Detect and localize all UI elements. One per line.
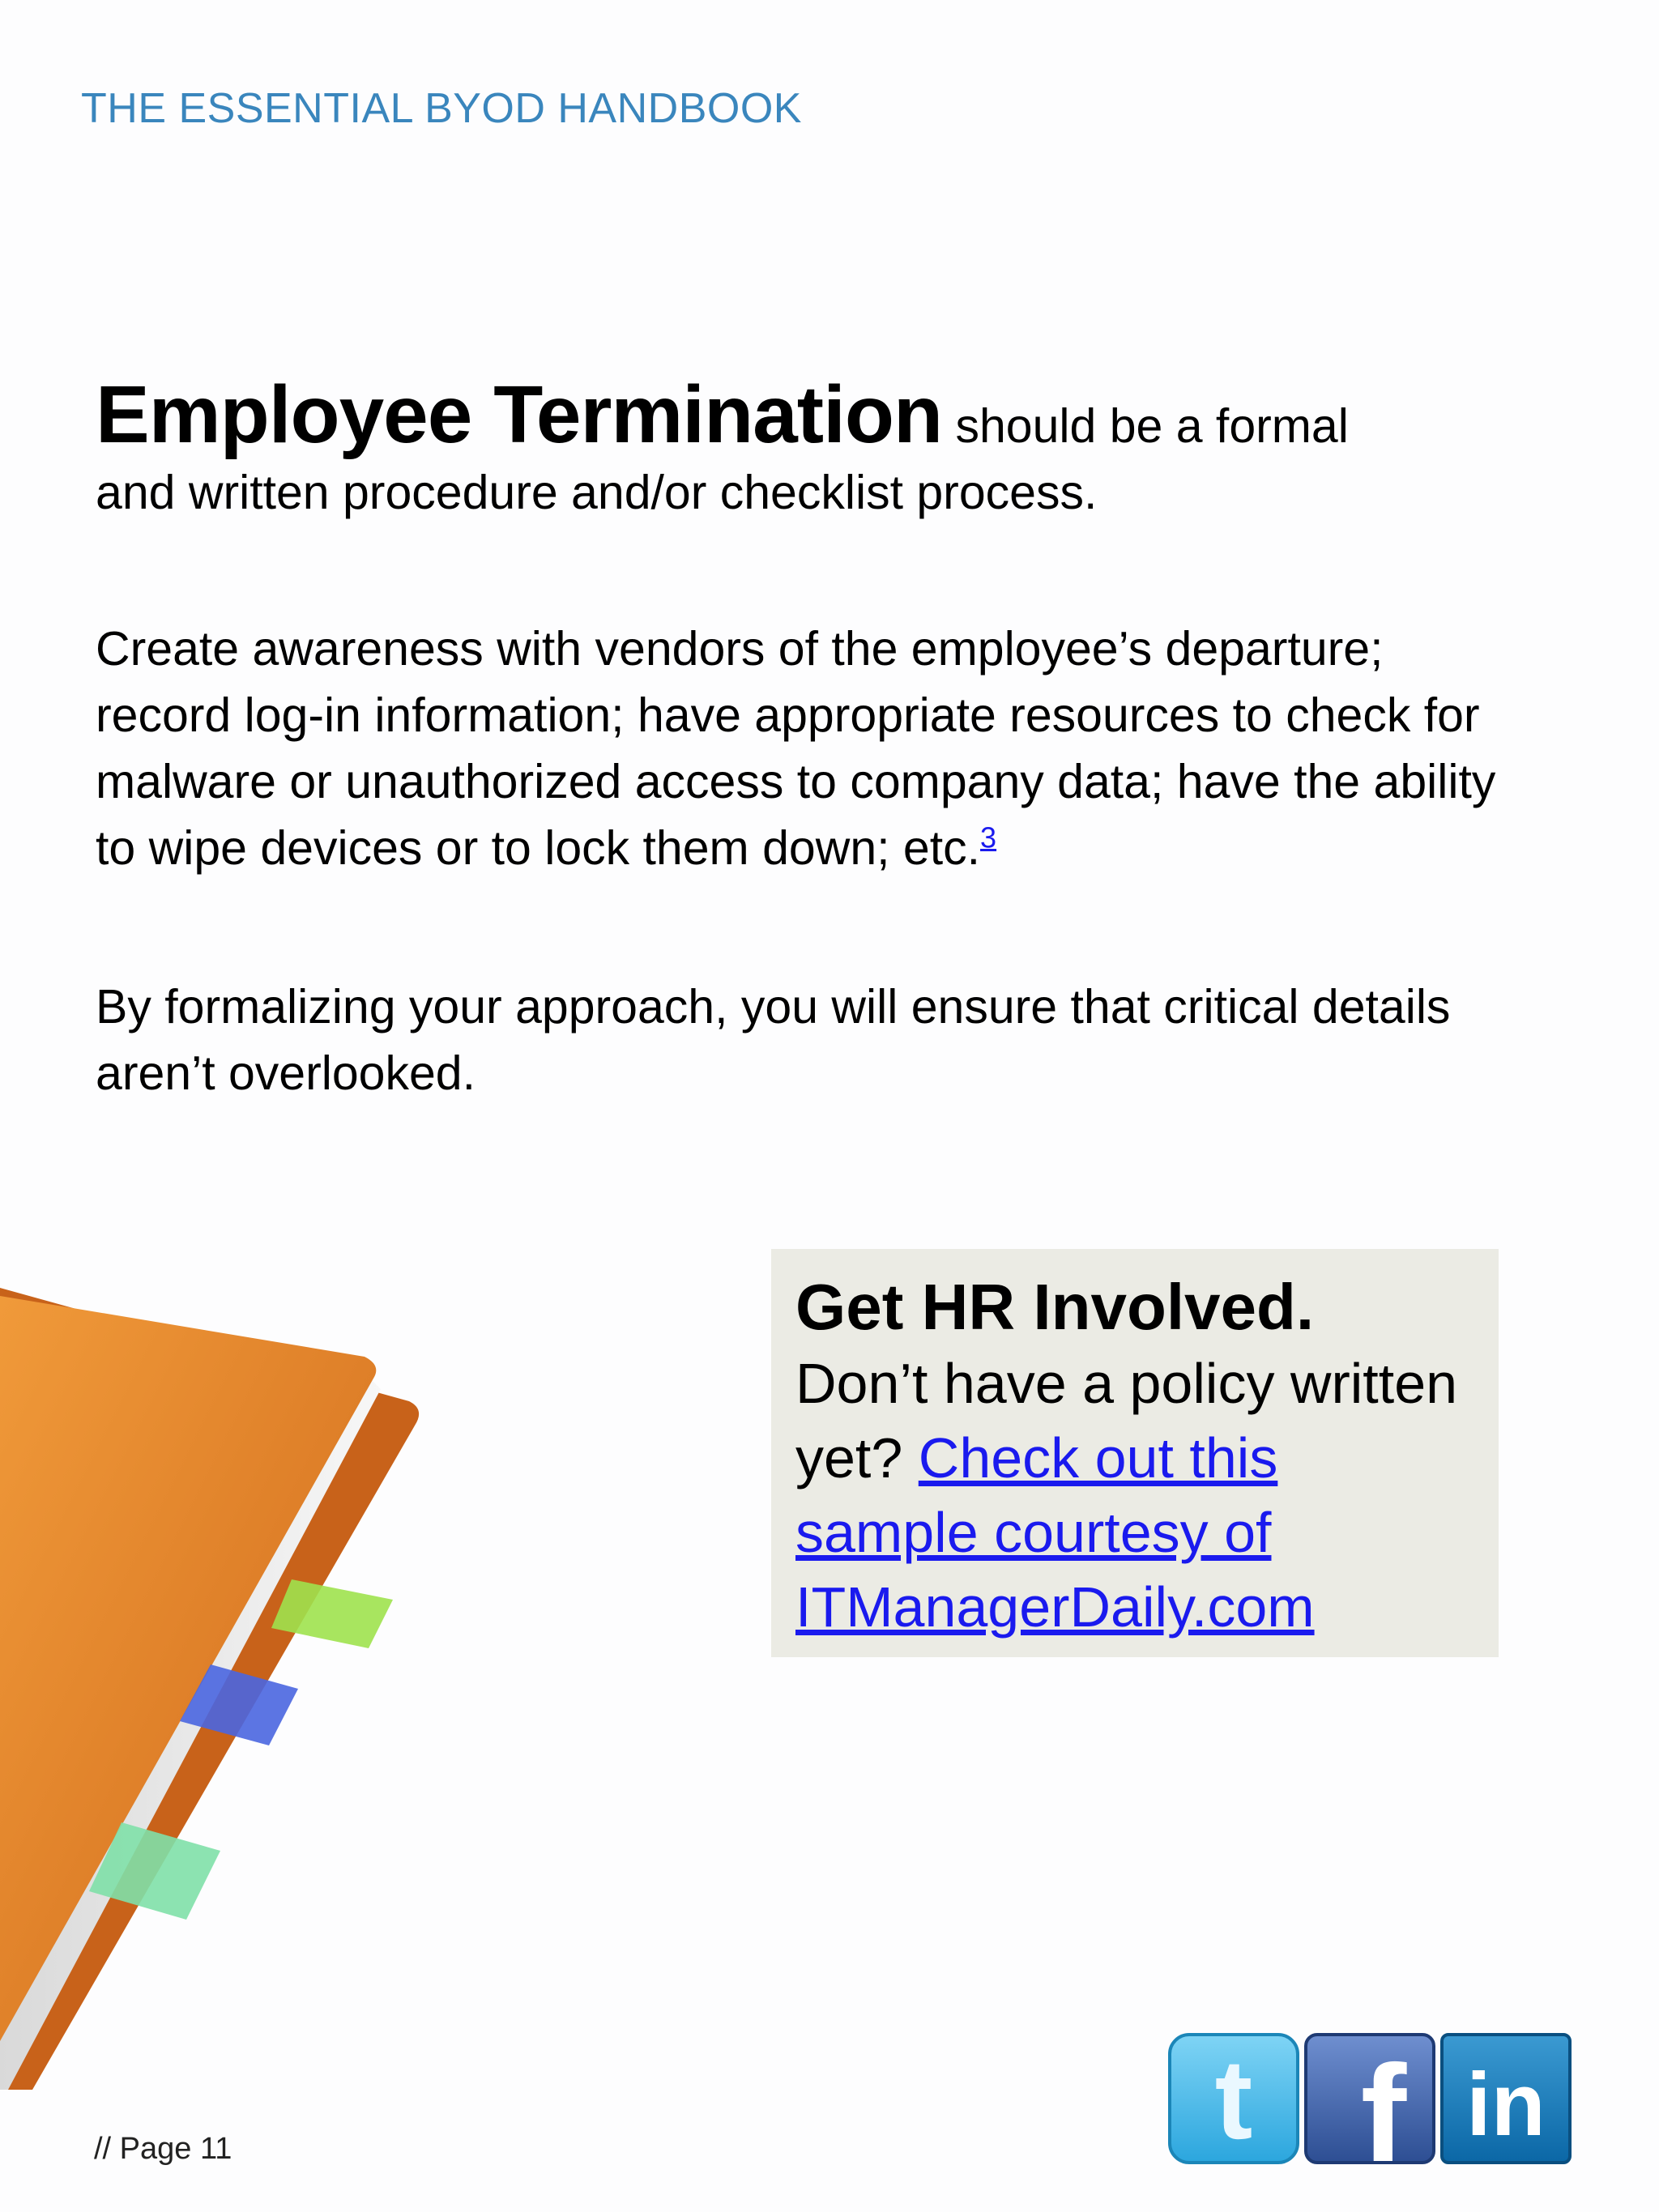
svg-text:f: f [1360, 2037, 1407, 2166]
facebook-icon [1303, 2031, 1437, 2166]
linkedin-button[interactable] [1439, 2031, 1573, 2166]
sample-policy-link[interactable]: Check out this sample courtesy of ITManagerDaily.com [795, 1426, 1315, 1639]
formalizing-paragraph: By formalizing your approach, you will ensure that critical details aren’t overlooked. [96, 980, 1451, 1100]
heading-continuation: should be a formal [955, 399, 1349, 453]
vendor-awareness-paragraph [96, 616, 1529, 881]
heading-continuation-line2: and written procedure and/or checklist process. [96, 466, 1098, 519]
callout-title: Get HR Involved. [795, 1271, 1315, 1343]
page-number: // Page 11 [94, 2132, 232, 2166]
twitter-button[interactable] [1166, 2031, 1301, 2166]
footnote-link[interactable]: 3 [980, 820, 997, 855]
facebook-button[interactable] [1303, 2031, 1437, 2166]
binder-illustration [0, 1280, 454, 2090]
linkedin-icon [1439, 2031, 1573, 2166]
hr-callout-box [771, 1249, 1499, 1657]
section-heading: Employee Termination [96, 369, 943, 460]
svg-text:in: in [1466, 2055, 1546, 2154]
callout-body [795, 1346, 1474, 1644]
handbook-title: THE ESSENTIAL BYOD HANDBOOK [81, 85, 802, 132]
callout-text: Don’t have a policy written yet? [795, 1352, 1458, 1490]
twitter-icon [1166, 2031, 1301, 2166]
paragraph-text: Create awareness with vendors of the employee’s departure; record log-in information; have appropriate resources to check for malware or unauthorized access to company data; have the ability to wipe devices or to lock them down; etc. [96, 622, 1496, 875]
svg-text:t: t [1214, 2035, 1253, 2163]
lead-paragraph [96, 369, 1529, 526]
